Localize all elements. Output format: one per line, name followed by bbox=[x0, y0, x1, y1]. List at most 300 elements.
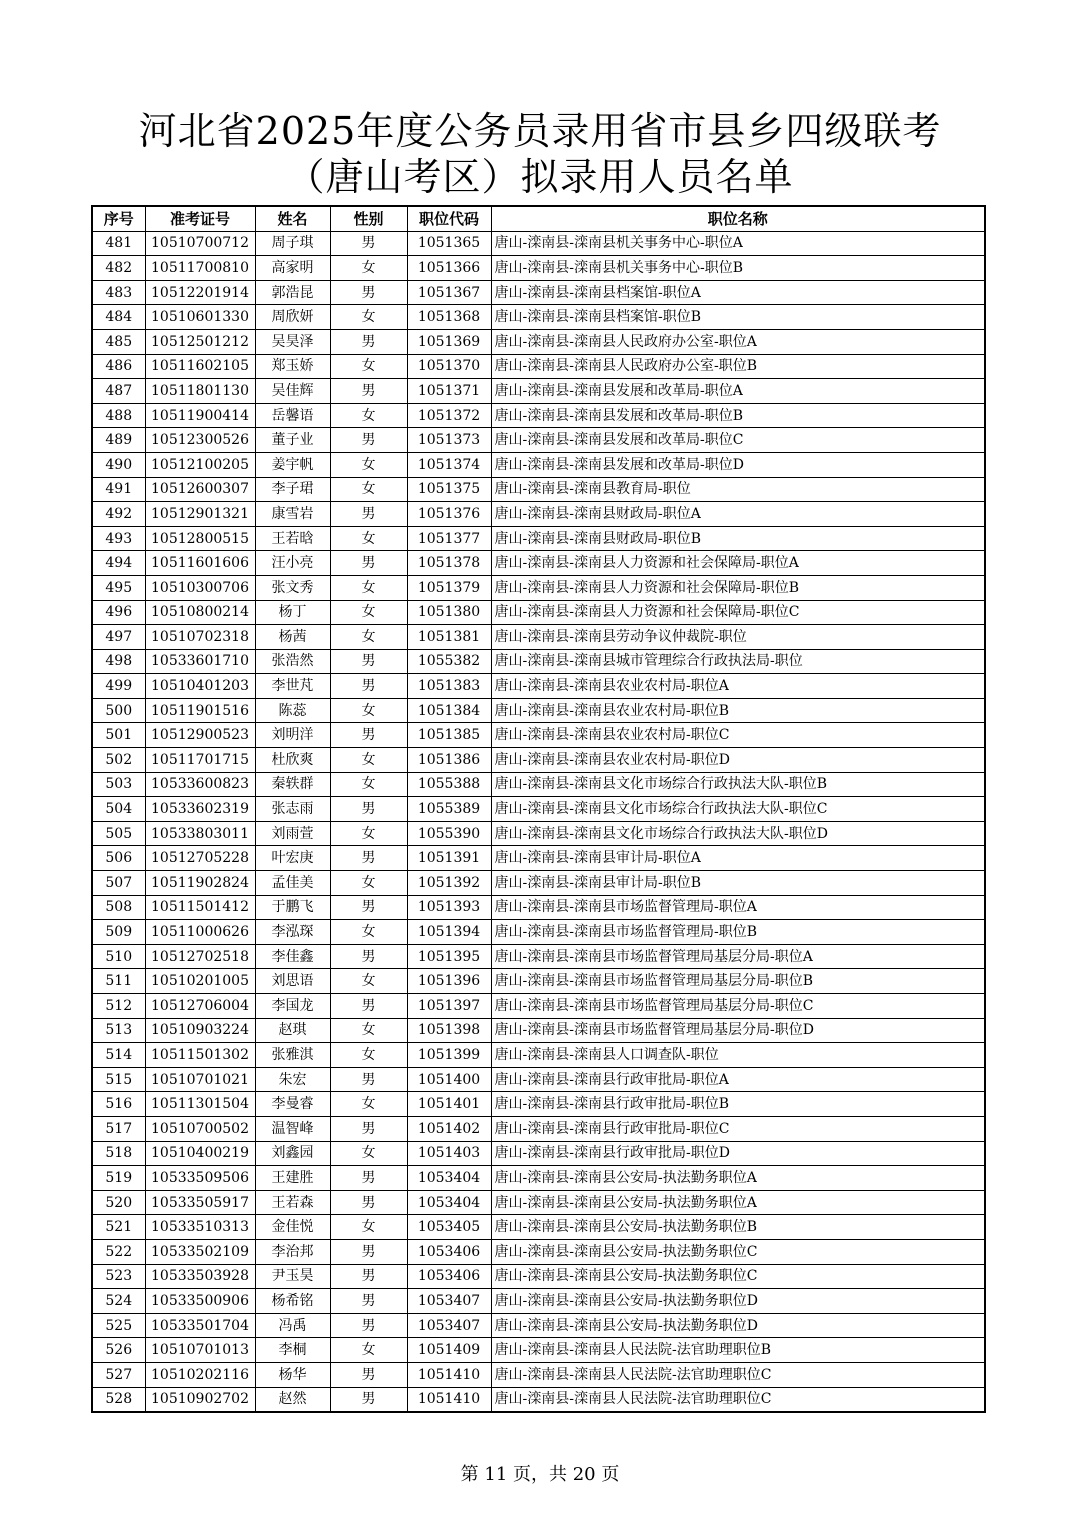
cell-name: 于鹏飞 bbox=[255, 895, 330, 920]
table-row bbox=[92, 625, 985, 650]
cell-position-name: 唐山-滦南县-滦南县农业农村局-职位A bbox=[491, 674, 985, 699]
cell-position-name: 唐山-滦南县-滦南县人民法院-法官助理职位C bbox=[491, 1387, 985, 1412]
cell-position-name: 唐山-滦南县-滦南县人民政府办公室-职位B bbox=[491, 354, 985, 379]
cell-name: 周欣妍 bbox=[255, 305, 330, 330]
cell-gender: 男 bbox=[330, 846, 407, 871]
cell-position-name: 唐山-滦南县-滦南县城市管理综合行政执法局-职位 bbox=[491, 649, 985, 674]
cell-name: 赵然 bbox=[255, 1387, 330, 1412]
cell-serial: 481 bbox=[92, 231, 145, 256]
cell-exam-id: 10533601710 bbox=[145, 649, 255, 674]
table-row bbox=[92, 846, 985, 871]
cell-name: 姜宇帆 bbox=[255, 452, 330, 477]
table-row bbox=[92, 1092, 985, 1117]
cell-name: 康雪岩 bbox=[255, 502, 330, 527]
cell-position-code: 1051379 bbox=[407, 575, 491, 600]
header-position-code: 职位代码 bbox=[407, 206, 491, 231]
table-row bbox=[92, 748, 985, 773]
cell-position-name: 唐山-滦南县-滦南县公安局-执法勤务职位A bbox=[491, 1166, 985, 1191]
cell-position-name: 唐山-滦南县-滦南县审计局-职位B bbox=[491, 871, 985, 896]
cell-gender: 女 bbox=[330, 1141, 407, 1166]
cell-gender: 女 bbox=[330, 1043, 407, 1068]
cell-name: 张雅淇 bbox=[255, 1043, 330, 1068]
cell-serial: 503 bbox=[92, 772, 145, 797]
cell-position-name: 唐山-滦南县-滦南县发展和改革局-职位A bbox=[491, 379, 985, 404]
cell-serial: 510 bbox=[92, 944, 145, 969]
table-row bbox=[92, 1215, 985, 1240]
table-row bbox=[92, 428, 985, 453]
cell-exam-id: 10510700502 bbox=[145, 1116, 255, 1141]
table-row bbox=[92, 723, 985, 748]
table-row bbox=[92, 403, 985, 428]
cell-gender: 女 bbox=[330, 625, 407, 650]
cell-gender: 男 bbox=[330, 1239, 407, 1264]
cell-serial: 483 bbox=[92, 280, 145, 305]
cell-name: 杨希铭 bbox=[255, 1289, 330, 1314]
cell-gender: 男 bbox=[330, 674, 407, 699]
cell-serial: 493 bbox=[92, 526, 145, 551]
cell-exam-id: 10533803011 bbox=[145, 821, 255, 846]
cell-serial: 502 bbox=[92, 748, 145, 773]
cell-position-name: 唐山-滦南县-滦南县公安局-执法勤务职位C bbox=[491, 1264, 985, 1289]
cell-position-code: 1051370 bbox=[407, 354, 491, 379]
cell-position-name: 唐山-滦南县-滦南县行政审批局-职位B bbox=[491, 1092, 985, 1117]
cell-position-code: 1053407 bbox=[407, 1313, 491, 1338]
document-title-line2: （唐山考区）拟录用人员名单 bbox=[286, 155, 794, 199]
cell-position-code: 1051373 bbox=[407, 428, 491, 453]
cell-position-name: 唐山-滦南县-滦南县机关事务中心-职位A bbox=[491, 231, 985, 256]
cell-position-name: 唐山-滦南县-滦南县行政审批局-职位D bbox=[491, 1141, 985, 1166]
cell-serial: 517 bbox=[92, 1116, 145, 1141]
cell-serial: 500 bbox=[92, 698, 145, 723]
header-position-name: 职位名称 bbox=[491, 206, 985, 231]
cell-name: 陈蕊 bbox=[255, 698, 330, 723]
cell-position-code: 1051374 bbox=[407, 452, 491, 477]
cell-name: 李世芃 bbox=[255, 674, 330, 699]
cell-position-name: 唐山-滦南县-滦南县行政审批局-职位C bbox=[491, 1116, 985, 1141]
cell-exam-id: 10510201005 bbox=[145, 969, 255, 994]
table-row bbox=[92, 354, 985, 379]
table-row bbox=[92, 895, 985, 920]
table-row bbox=[92, 1239, 985, 1264]
cell-exam-id: 10533600823 bbox=[145, 772, 255, 797]
cell-position-name: 唐山-滦南县-滦南县机关事务中心-职位B bbox=[491, 256, 985, 281]
cell-exam-id: 10510702318 bbox=[145, 625, 255, 650]
cell-position-code: 1053404 bbox=[407, 1190, 491, 1215]
cell-serial: 489 bbox=[92, 428, 145, 453]
table-row bbox=[92, 1338, 985, 1363]
cell-gender: 女 bbox=[330, 871, 407, 896]
table-row bbox=[92, 305, 985, 330]
cell-serial: 508 bbox=[92, 895, 145, 920]
cell-gender: 男 bbox=[330, 723, 407, 748]
cell-name: 张志雨 bbox=[255, 797, 330, 822]
cell-name: 王建胜 bbox=[255, 1166, 330, 1191]
cell-serial: 494 bbox=[92, 551, 145, 576]
cell-gender: 女 bbox=[330, 477, 407, 502]
cell-position-name: 唐山-滦南县-滦南县公安局-执法勤务职位D bbox=[491, 1289, 985, 1314]
cell-position-code: 1051367 bbox=[407, 280, 491, 305]
cell-exam-id: 10510401203 bbox=[145, 674, 255, 699]
cell-position-name: 唐山-滦南县-滦南县财政局-职位B bbox=[491, 526, 985, 551]
cell-gender: 女 bbox=[330, 305, 407, 330]
cell-name: 李佳鑫 bbox=[255, 944, 330, 969]
header-exam-id: 准考证号 bbox=[145, 206, 255, 231]
cell-name: 赵琪 bbox=[255, 1018, 330, 1043]
cell-name: 李国龙 bbox=[255, 994, 330, 1019]
cell-gender: 男 bbox=[330, 1166, 407, 1191]
cell-serial: 486 bbox=[92, 354, 145, 379]
cell-exam-id: 10533510313 bbox=[145, 1215, 255, 1240]
table-row bbox=[92, 797, 985, 822]
cell-position-code: 1055382 bbox=[407, 649, 491, 674]
cell-position-code: 1051392 bbox=[407, 871, 491, 896]
admission-list-table bbox=[91, 205, 986, 1413]
table-row bbox=[92, 920, 985, 945]
cell-gender: 男 bbox=[330, 895, 407, 920]
cell-gender: 男 bbox=[330, 1264, 407, 1289]
cell-gender: 男 bbox=[330, 649, 407, 674]
cell-exam-id: 10510400219 bbox=[145, 1141, 255, 1166]
cell-name: 杨丁 bbox=[255, 600, 330, 625]
cell-gender: 女 bbox=[330, 1215, 407, 1240]
cell-position-code: 1051391 bbox=[407, 846, 491, 871]
table-row bbox=[92, 772, 985, 797]
cell-position-code: 1055389 bbox=[407, 797, 491, 822]
cell-exam-id: 10511602105 bbox=[145, 354, 255, 379]
cell-position-code: 1051386 bbox=[407, 748, 491, 773]
header-name: 姓名 bbox=[255, 206, 330, 231]
cell-gender: 男 bbox=[330, 1313, 407, 1338]
cell-position-name: 唐山-滦南县-滦南县市场监督管理局基层分局-职位D bbox=[491, 1018, 985, 1043]
cell-gender: 女 bbox=[330, 920, 407, 945]
cell-position-code: 1051378 bbox=[407, 551, 491, 576]
cell-position-code: 1051410 bbox=[407, 1362, 491, 1387]
cell-exam-id: 10511301504 bbox=[145, 1092, 255, 1117]
cell-serial: 520 bbox=[92, 1190, 145, 1215]
cell-serial: 496 bbox=[92, 600, 145, 625]
cell-serial: 513 bbox=[92, 1018, 145, 1043]
cell-position-code: 1051395 bbox=[407, 944, 491, 969]
table-row bbox=[92, 1313, 985, 1338]
cell-position-code: 1051369 bbox=[407, 329, 491, 354]
cell-position-name: 唐山-滦南县-滦南县发展和改革局-职位C bbox=[491, 428, 985, 453]
cell-position-name: 唐山-滦南县-滦南县文化市场综合行政执法大队-职位C bbox=[491, 797, 985, 822]
cell-position-code: 1051394 bbox=[407, 920, 491, 945]
cell-serial: 497 bbox=[92, 625, 145, 650]
table-row bbox=[92, 1362, 985, 1387]
cell-name: 尹玉昊 bbox=[255, 1264, 330, 1289]
cell-exam-id: 10511902824 bbox=[145, 871, 255, 896]
cell-serial: 499 bbox=[92, 674, 145, 699]
cell-name: 汪小亮 bbox=[255, 551, 330, 576]
cell-exam-id: 10533503928 bbox=[145, 1264, 255, 1289]
table-row bbox=[92, 969, 985, 994]
table-row bbox=[92, 600, 985, 625]
cell-position-name: 唐山-滦南县-滦南县公安局-执法勤务职位B bbox=[491, 1215, 985, 1240]
cell-position-code: 1051368 bbox=[407, 305, 491, 330]
cell-exam-id: 10510202116 bbox=[145, 1362, 255, 1387]
cell-position-code: 1051399 bbox=[407, 1043, 491, 1068]
cell-gender: 女 bbox=[330, 354, 407, 379]
cell-name: 李曼睿 bbox=[255, 1092, 330, 1117]
cell-position-name: 唐山-滦南县-滦南县公安局-执法勤务职位A bbox=[491, 1190, 985, 1215]
cell-exam-id: 10510300706 bbox=[145, 575, 255, 600]
cell-exam-id: 10512600307 bbox=[145, 477, 255, 502]
cell-position-code: 1055388 bbox=[407, 772, 491, 797]
cell-exam-id: 10533502109 bbox=[145, 1239, 255, 1264]
table-row bbox=[92, 452, 985, 477]
cell-exam-id: 10512705228 bbox=[145, 846, 255, 871]
table-row bbox=[92, 329, 985, 354]
cell-position-code: 1051380 bbox=[407, 600, 491, 625]
cell-gender: 男 bbox=[330, 379, 407, 404]
cell-position-code: 1051365 bbox=[407, 231, 491, 256]
table-row bbox=[92, 551, 985, 576]
cell-gender: 女 bbox=[330, 452, 407, 477]
cell-position-name: 唐山-滦南县-滦南县市场监督管理局基层分局-职位B bbox=[491, 969, 985, 994]
cell-serial: 482 bbox=[92, 256, 145, 281]
cell-name: 金佳悦 bbox=[255, 1215, 330, 1240]
table-row bbox=[92, 1018, 985, 1043]
cell-name: 杨华 bbox=[255, 1362, 330, 1387]
table-row bbox=[92, 1264, 985, 1289]
cell-gender: 男 bbox=[330, 1116, 407, 1141]
cell-position-code: 1051402 bbox=[407, 1116, 491, 1141]
table-row bbox=[92, 256, 985, 281]
table-row bbox=[92, 280, 985, 305]
table-row bbox=[92, 1190, 985, 1215]
cell-exam-id: 10510700712 bbox=[145, 231, 255, 256]
cell-serial: 504 bbox=[92, 797, 145, 822]
cell-gender: 女 bbox=[330, 969, 407, 994]
cell-position-name: 唐山-滦南县-滦南县农业农村局-职位D bbox=[491, 748, 985, 773]
cell-gender: 女 bbox=[330, 403, 407, 428]
cell-position-code: 1053405 bbox=[407, 1215, 491, 1240]
cell-serial: 522 bbox=[92, 1239, 145, 1264]
table-row bbox=[92, 477, 985, 502]
cell-serial: 514 bbox=[92, 1043, 145, 1068]
cell-serial: 495 bbox=[92, 575, 145, 600]
cell-exam-id: 10511801130 bbox=[145, 379, 255, 404]
cell-position-name: 唐山-滦南县-滦南县财政局-职位A bbox=[491, 502, 985, 527]
cell-position-name: 唐山-滦南县-滦南县农业农村局-职位C bbox=[491, 723, 985, 748]
header-serial: 序号 bbox=[92, 206, 145, 231]
cell-position-code: 1051385 bbox=[407, 723, 491, 748]
cell-serial: 491 bbox=[92, 477, 145, 502]
cell-position-code: 1051397 bbox=[407, 994, 491, 1019]
cell-position-code: 1051409 bbox=[407, 1338, 491, 1363]
cell-gender: 男 bbox=[330, 1190, 407, 1215]
cell-gender: 男 bbox=[330, 994, 407, 1019]
cell-name: 叶宏庚 bbox=[255, 846, 330, 871]
cell-position-code: 1051393 bbox=[407, 895, 491, 920]
cell-gender: 男 bbox=[330, 1289, 407, 1314]
cell-position-code: 1051377 bbox=[407, 526, 491, 551]
cell-exam-id: 10533501704 bbox=[145, 1313, 255, 1338]
document-title-line1: 河北省2025年度公务员录用省市县乡四级联考 bbox=[138, 109, 942, 153]
cell-position-name: 唐山-滦南县-滦南县人口调查队-职位 bbox=[491, 1043, 985, 1068]
cell-exam-id: 10512900523 bbox=[145, 723, 255, 748]
cell-exam-id: 10511501412 bbox=[145, 895, 255, 920]
cell-exam-id: 10510701013 bbox=[145, 1338, 255, 1363]
cell-exam-id: 10512501212 bbox=[145, 329, 255, 354]
cell-position-name: 唐山-滦南县-滦南县人力资源和社会保障局-职位B bbox=[491, 575, 985, 600]
cell-exam-id: 10510902702 bbox=[145, 1387, 255, 1412]
cell-position-name: 唐山-滦南县-滦南县教育局-职位 bbox=[491, 477, 985, 502]
cell-name: 李桐 bbox=[255, 1338, 330, 1363]
cell-exam-id: 10510701021 bbox=[145, 1067, 255, 1092]
cell-gender: 女 bbox=[330, 1338, 407, 1363]
cell-serial: 507 bbox=[92, 871, 145, 896]
cell-name: 张文秀 bbox=[255, 575, 330, 600]
cell-name: 郭浩昆 bbox=[255, 280, 330, 305]
cell-position-code: 1051381 bbox=[407, 625, 491, 650]
cell-gender: 男 bbox=[330, 797, 407, 822]
cell-position-code: 1055390 bbox=[407, 821, 491, 846]
cell-exam-id: 10533505917 bbox=[145, 1190, 255, 1215]
cell-serial: 526 bbox=[92, 1338, 145, 1363]
cell-exam-id: 10512901321 bbox=[145, 502, 255, 527]
cell-gender: 女 bbox=[330, 600, 407, 625]
table-row bbox=[92, 231, 985, 256]
cell-exam-id: 10511901516 bbox=[145, 698, 255, 723]
cell-name: 杨茜 bbox=[255, 625, 330, 650]
cell-gender: 男 bbox=[330, 329, 407, 354]
table-row bbox=[92, 1116, 985, 1141]
cell-position-code: 1051396 bbox=[407, 969, 491, 994]
cell-exam-id: 10512800515 bbox=[145, 526, 255, 551]
cell-exam-id: 10511601606 bbox=[145, 551, 255, 576]
cell-position-name: 唐山-滦南县-滦南县行政审批局-职位A bbox=[491, 1067, 985, 1092]
cell-name: 杜欣爽 bbox=[255, 748, 330, 773]
cell-serial: 511 bbox=[92, 969, 145, 994]
cell-position-name: 唐山-滦南县-滦南县档案馆-职位B bbox=[491, 305, 985, 330]
cell-serial: 519 bbox=[92, 1166, 145, 1191]
cell-exam-id: 10533602319 bbox=[145, 797, 255, 822]
cell-position-code: 1051400 bbox=[407, 1067, 491, 1092]
cell-exam-id: 10511000626 bbox=[145, 920, 255, 945]
cell-gender: 女 bbox=[330, 821, 407, 846]
table-row bbox=[92, 1043, 985, 1068]
cell-serial: 512 bbox=[92, 994, 145, 1019]
cell-position-name: 唐山-滦南县-滦南县市场监督管理局基层分局-职位C bbox=[491, 994, 985, 1019]
cell-exam-id: 10511501302 bbox=[145, 1043, 255, 1068]
cell-serial: 527 bbox=[92, 1362, 145, 1387]
cell-name: 刘鑫园 bbox=[255, 1141, 330, 1166]
cell-name: 吴昊泽 bbox=[255, 329, 330, 354]
cell-name: 温智峰 bbox=[255, 1116, 330, 1141]
cell-position-name: 唐山-滦南县-滦南县发展和改革局-职位B bbox=[491, 403, 985, 428]
table-row bbox=[92, 526, 985, 551]
cell-gender: 女 bbox=[330, 748, 407, 773]
cell-position-code: 1051401 bbox=[407, 1092, 491, 1117]
cell-gender: 男 bbox=[330, 1362, 407, 1387]
cell-name: 王若晗 bbox=[255, 526, 330, 551]
cell-name: 冯禹 bbox=[255, 1313, 330, 1338]
cell-position-code: 1051372 bbox=[407, 403, 491, 428]
table-row bbox=[92, 871, 985, 896]
cell-gender: 女 bbox=[330, 526, 407, 551]
cell-name: 李治邦 bbox=[255, 1239, 330, 1264]
cell-name: 刘明洋 bbox=[255, 723, 330, 748]
cell-position-name: 唐山-滦南县-滦南县人民政府办公室-职位A bbox=[491, 329, 985, 354]
cell-serial: 492 bbox=[92, 502, 145, 527]
cell-position-code: 1053406 bbox=[407, 1239, 491, 1264]
cell-name: 李子珺 bbox=[255, 477, 330, 502]
cell-exam-id: 10511900414 bbox=[145, 403, 255, 428]
cell-gender: 女 bbox=[330, 772, 407, 797]
cell-position-code: 1051375 bbox=[407, 477, 491, 502]
cell-serial: 506 bbox=[92, 846, 145, 871]
cell-position-code: 1051398 bbox=[407, 1018, 491, 1043]
cell-gender: 女 bbox=[330, 1092, 407, 1117]
cell-position-code: 1051371 bbox=[407, 379, 491, 404]
cell-serial: 521 bbox=[92, 1215, 145, 1240]
cell-position-name: 唐山-滦南县-滦南县档案馆-职位A bbox=[491, 280, 985, 305]
cell-name: 王若森 bbox=[255, 1190, 330, 1215]
cell-serial: 518 bbox=[92, 1141, 145, 1166]
cell-exam-id: 10512100205 bbox=[145, 452, 255, 477]
cell-position-code: 1051403 bbox=[407, 1141, 491, 1166]
cell-exam-id: 10512706004 bbox=[145, 994, 255, 1019]
cell-gender: 男 bbox=[330, 428, 407, 453]
table-header-row bbox=[92, 206, 985, 231]
cell-position-code: 1051383 bbox=[407, 674, 491, 699]
table-row bbox=[92, 1387, 985, 1412]
cell-gender: 女 bbox=[330, 575, 407, 600]
header-gender: 性别 bbox=[330, 206, 407, 231]
cell-exam-id: 10510800214 bbox=[145, 600, 255, 625]
cell-name: 周子琪 bbox=[255, 231, 330, 256]
cell-position-code: 1053404 bbox=[407, 1166, 491, 1191]
cell-gender: 男 bbox=[330, 502, 407, 527]
cell-position-name: 唐山-滦南县-滦南县公安局-执法勤务职位C bbox=[491, 1239, 985, 1264]
cell-serial: 498 bbox=[92, 649, 145, 674]
cell-gender: 男 bbox=[330, 1067, 407, 1092]
cell-position-name: 唐山-滦南县-滦南县市场监督管理局-职位A bbox=[491, 895, 985, 920]
cell-name: 吴佳辉 bbox=[255, 379, 330, 404]
cell-exam-id: 10510903224 bbox=[145, 1018, 255, 1043]
cell-exam-id: 10512201914 bbox=[145, 280, 255, 305]
table-row bbox=[92, 502, 985, 527]
cell-exam-id: 10512702518 bbox=[145, 944, 255, 969]
cell-exam-id: 10511701715 bbox=[145, 748, 255, 773]
cell-position-name: 唐山-滦南县-滦南县发展和改革局-职位D bbox=[491, 452, 985, 477]
cell-gender: 男 bbox=[330, 551, 407, 576]
cell-serial: 524 bbox=[92, 1289, 145, 1314]
table-row bbox=[92, 1166, 985, 1191]
cell-position-name: 唐山-滦南县-滦南县市场监督管理局基层分局-职位A bbox=[491, 944, 985, 969]
cell-serial: 525 bbox=[92, 1313, 145, 1338]
cell-serial: 487 bbox=[92, 379, 145, 404]
table-row bbox=[92, 698, 985, 723]
cell-serial: 505 bbox=[92, 821, 145, 846]
table-row bbox=[92, 649, 985, 674]
cell-gender: 男 bbox=[330, 1387, 407, 1412]
cell-position-code: 1051366 bbox=[407, 256, 491, 281]
cell-position-name: 唐山-滦南县-滦南县农业农村局-职位B bbox=[491, 698, 985, 723]
cell-gender: 女 bbox=[330, 256, 407, 281]
cell-gender: 女 bbox=[330, 698, 407, 723]
page-footer: 第 11 页，共 20 页 bbox=[460, 1464, 620, 1485]
table-row bbox=[92, 575, 985, 600]
table-row bbox=[92, 1141, 985, 1166]
cell-serial: 484 bbox=[92, 305, 145, 330]
cell-position-code: 1053407 bbox=[407, 1289, 491, 1314]
cell-position-name: 唐山-滦南县-滦南县文化市场综合行政执法大队-职位D bbox=[491, 821, 985, 846]
cell-serial: 528 bbox=[92, 1387, 145, 1412]
cell-name: 秦轶群 bbox=[255, 772, 330, 797]
